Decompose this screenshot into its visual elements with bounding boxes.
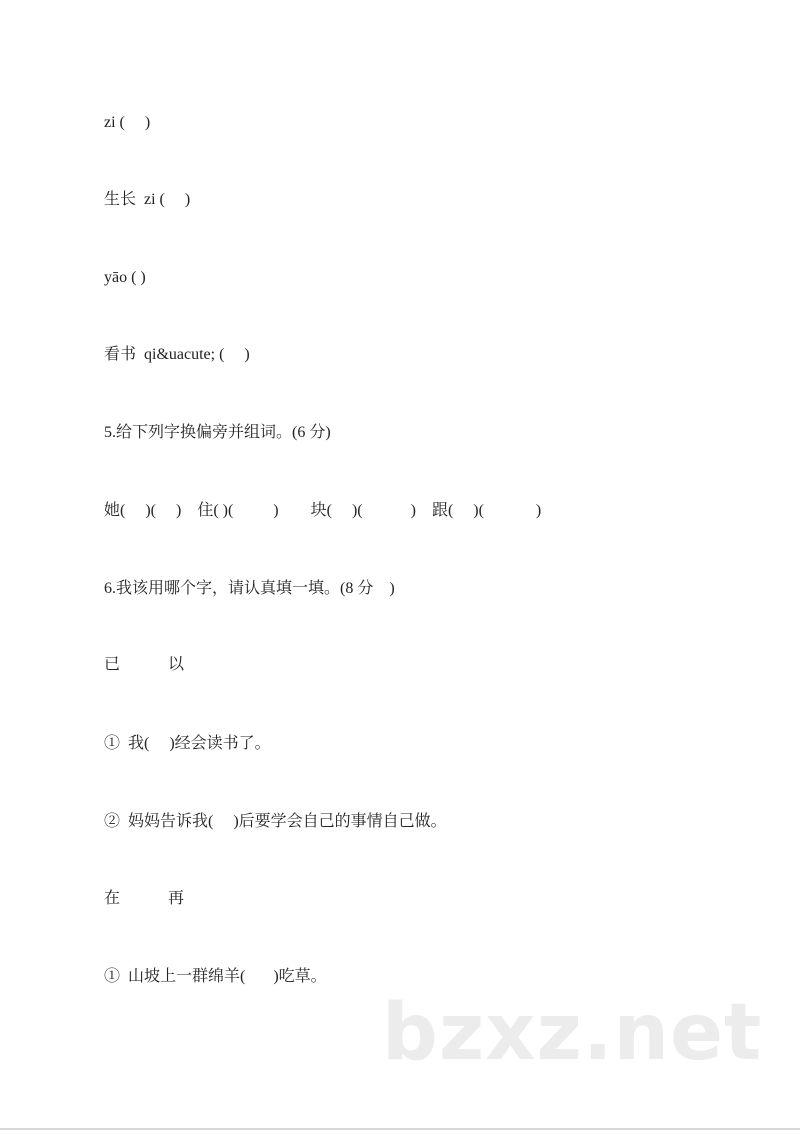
pinyin-item-shengzhang-zi: 生长 zi ( ) xyxy=(104,191,191,208)
sentence-1-1: ① 我( )经会读书了。 xyxy=(104,735,271,752)
pinyin-item-yao: yāo ( ) xyxy=(104,269,146,286)
question-5-heading: 5.给下列字换偏旁并组词。(6 分) xyxy=(104,424,331,441)
pinyin-item-zi: zi ( ) xyxy=(104,114,151,131)
watermark: bzxz.net xyxy=(382,988,763,1078)
question-6-heading: 6.我该用哪个字，请认真填一填。(8 分 ) xyxy=(104,580,395,597)
page-bottom-edge xyxy=(0,1128,800,1130)
pinyin-item-kanshu: 看书 qi&uacute; ( ) xyxy=(104,346,250,363)
sentence-2-1: ① 山坡上一群绵羊( )吃草。 xyxy=(104,968,327,985)
word-choice-pair-1: 已 以 xyxy=(104,656,185,673)
question-5-items: 她( )( ) 住( )( ) 块( )( ) 跟( )( ) xyxy=(104,502,542,519)
sentence-1-2: ② 妈妈告诉我( )后要学会自己的事情自己做。 xyxy=(104,813,447,830)
word-choice-pair-2: 在 再 xyxy=(104,890,185,907)
